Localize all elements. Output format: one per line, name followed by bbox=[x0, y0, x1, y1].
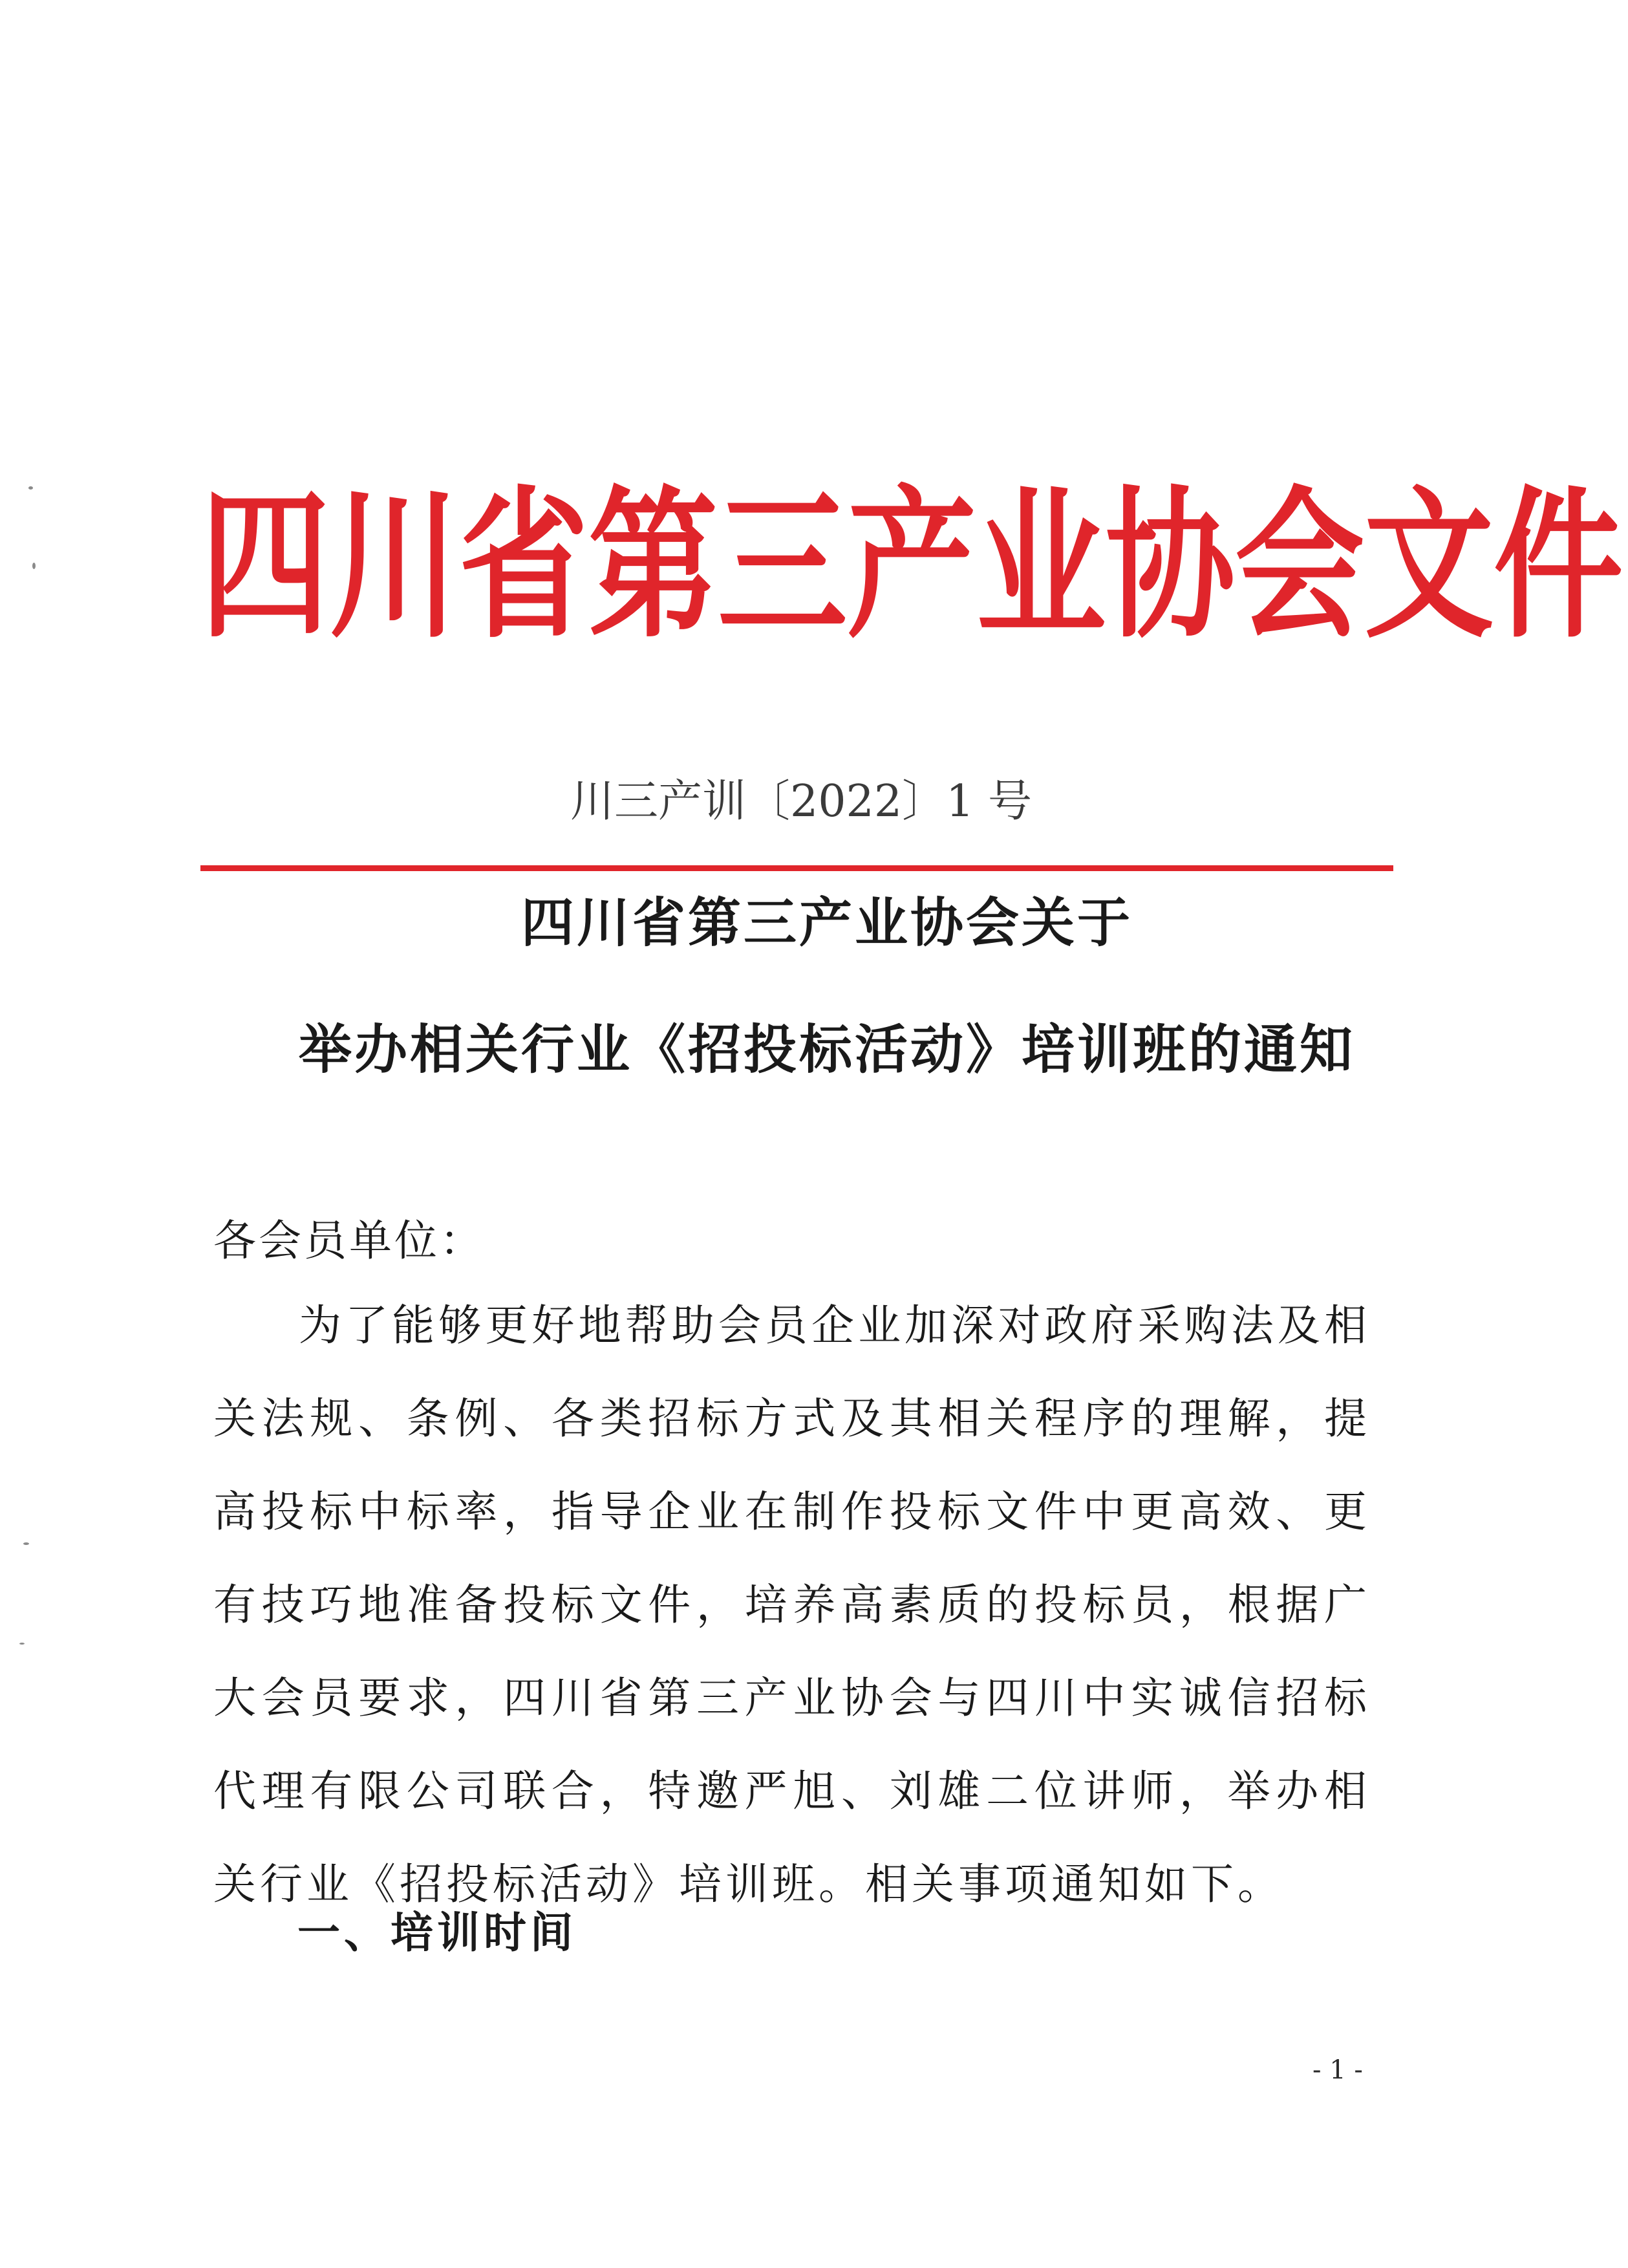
document-number: 川三产训〔2022〕1 号 bbox=[570, 776, 1032, 827]
masthead-char: 协 bbox=[1106, 470, 1236, 661]
masthead-title bbox=[200, 470, 1623, 661]
red-divider-line bbox=[200, 865, 1393, 871]
masthead-char: 业 bbox=[976, 470, 1106, 661]
masthead-char: 川 bbox=[330, 470, 460, 661]
masthead-char: 省 bbox=[459, 470, 589, 661]
scan-speck bbox=[32, 563, 36, 569]
scan-speck bbox=[19, 1643, 25, 1645]
salutation: 各会员单位： bbox=[213, 1216, 485, 1266]
scan-speck bbox=[28, 486, 33, 490]
masthead-char: 件 bbox=[1494, 470, 1623, 661]
masthead-char: 三 bbox=[718, 470, 848, 661]
notice-title-line-2: 举办相关行业《招投标活动》培训班的通知 bbox=[298, 1019, 1355, 1081]
masthead-char: 会 bbox=[1235, 470, 1365, 661]
masthead-char: 产 bbox=[847, 470, 977, 661]
scan-speck bbox=[23, 1542, 29, 1545]
masthead-char: 四 bbox=[200, 470, 330, 661]
masthead-char: 文 bbox=[1364, 470, 1494, 661]
masthead-char: 第 bbox=[588, 470, 718, 661]
section-heading: 一、培训时间 bbox=[297, 1908, 577, 1958]
page-number: - 1 - bbox=[1312, 2055, 1363, 2085]
body-paragraph: 为了能够更好地帮助会员企业加深对政府采购法及相关法规、条例、各类招标方式及其相关程序的理解，提高投标中标率，指导企业在制作投标文件中更高效、更有技巧地准备投标文件，培养高素质的投标员，根据广大会员要求，四川省第三产业协会与四川中实诚信招标代理有限公司联合，特邀严旭、刘雄二位讲师，举办相关行业《招投标活动》培训班。相关事项通知如下。 bbox=[213, 1301, 1371, 1909]
notice-title-line-1: 四川省第三产业协会关于 bbox=[520, 892, 1133, 954]
